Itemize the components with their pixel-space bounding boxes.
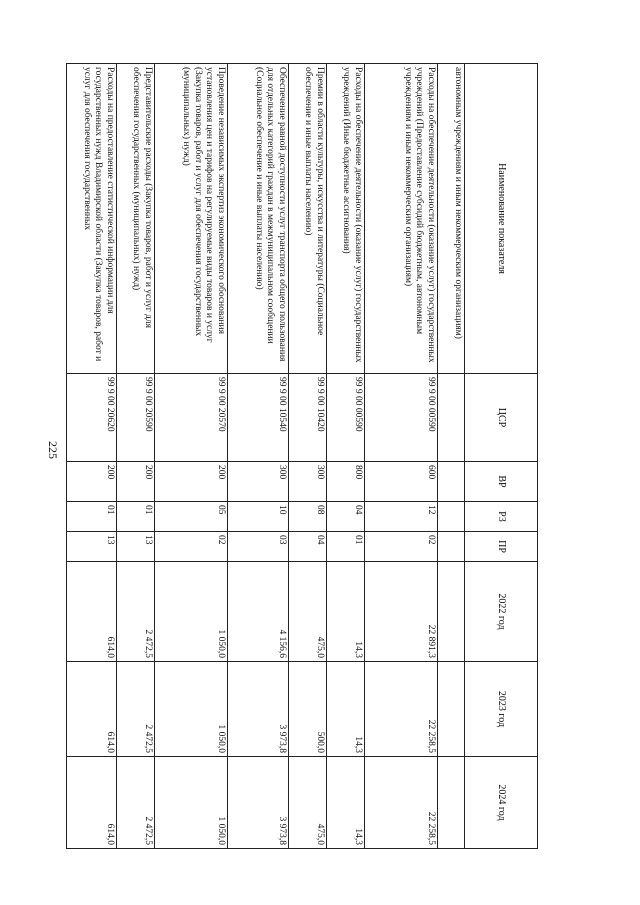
cell-pr: 02: [365, 532, 438, 562]
cell-2022: 475,0: [289, 562, 327, 662]
cell-rz: 12: [365, 502, 438, 532]
cell-pr: 13: [117, 532, 155, 562]
header-rz: РЗ: [465, 502, 538, 532]
cell-name: Расходы на обеспечение деятельности (оказание услуг) государственных учреждений (Предоставление субсидий бюджетным, автономным учреждениям и иным некоммерческим организациям): [365, 64, 438, 374]
cell-2023: 614,0: [67, 662, 117, 757]
cell-csr: [438, 374, 465, 462]
cell-vr: 200: [67, 462, 117, 502]
cell-csr: 99 9 00 00590: [327, 374, 365, 462]
cell-name: Представительские расходы (Закупка товаров, работ и услуг для обеспечения государственных (муниципальных) нужд): [117, 64, 155, 374]
cell-csr: 99 9 00 20570: [155, 374, 228, 462]
cell-2022: 614,0: [67, 562, 117, 662]
cell-rz: 05: [155, 502, 228, 532]
cell-name: Расходы на предоставление статистической информации для государственных нужд Владимирской области (Закупка товаров, работ и услуг для обеспечения государственных: [67, 64, 117, 374]
cell-vr: 800: [327, 462, 365, 502]
table-row: [438, 64, 465, 849]
header-2022: 2022 год: [465, 562, 538, 662]
cell-vr: [438, 462, 465, 502]
cell-rz: 08: [289, 502, 327, 532]
cell-2022: 14,3: [327, 562, 365, 662]
cell-csr: 99 9 00 20620: [67, 374, 117, 462]
table-row: [327, 64, 365, 849]
header-csr: ЦСР: [465, 374, 538, 462]
cell-2024: [438, 757, 465, 849]
header-name: Наименование показателя: [465, 64, 538, 374]
cell-vr: 600: [365, 462, 438, 502]
cell-2023: 2 472,5: [117, 662, 155, 757]
cell-csr: 99 9 00 20590: [117, 374, 155, 462]
cell-2022: 4 156,6: [228, 562, 289, 662]
cell-2022: 1 050,0: [155, 562, 228, 662]
cell-pr: 02: [155, 532, 228, 562]
cell-2023: 14,3: [327, 662, 365, 757]
header-2023: 2023 год: [465, 662, 538, 757]
cell-2023: 500,0: [289, 662, 327, 757]
cell-pr: 04: [289, 532, 327, 562]
table-header-row: [465, 64, 538, 849]
cell-name: Расходы на обеспечение деятельности (оказание услуг) государственных учреждений (Иные бюджетные ассигнования): [327, 64, 365, 374]
cell-2022: 22 891,3: [365, 562, 438, 662]
cell-rz: [438, 502, 465, 532]
cell-2024: 3 973,8: [228, 757, 289, 849]
cell-rz: 10: [228, 502, 289, 532]
cell-pr: [438, 532, 465, 562]
header-vr: ВР: [465, 462, 538, 502]
cell-rz: 04: [327, 502, 365, 532]
cell-2024: 1 050,0: [155, 757, 228, 849]
header-pr: ПР: [465, 532, 538, 562]
cell-name: автономным учреждениям и иным некоммерческим организациям): [438, 64, 465, 374]
cell-vr: 200: [117, 462, 155, 502]
table-row: [67, 64, 117, 849]
cell-name: Проведение независимых экспертиз экономического обоснования установления цен и тарифов на регулируемые виды товаров и услуг (Закупка товаров, работ и услуг для обеспечения государственных (муниципальных) нужд): [155, 64, 228, 374]
cell-2023: 22 258,5: [365, 662, 438, 757]
table-row: [365, 64, 438, 849]
cell-2023: 1 050,0: [155, 662, 228, 757]
cell-rz: 01: [67, 502, 117, 532]
cell-vr: 300: [289, 462, 327, 502]
cell-pr: 01: [327, 532, 365, 562]
cell-csr: 99 9 00 10420: [289, 374, 327, 462]
cell-2024: 475,0: [289, 757, 327, 849]
cell-2024: 22 258,5: [365, 757, 438, 849]
cell-vr: 300: [228, 462, 289, 502]
cell-rz: 01: [117, 502, 155, 532]
cell-csr: 99 9 00 10540: [228, 374, 289, 462]
table-row: [228, 64, 289, 849]
cell-name: Обеспечение равной доступности услуг транспорта общего пользования для отдельных категорий граждан в межмуниципальном сообщении (Социальное обеспечение и иные выплаты населению): [228, 64, 289, 374]
cell-2023: 3 973,8: [228, 662, 289, 757]
cell-pr: 03: [228, 532, 289, 562]
budget-table-container: [75, 63, 538, 848]
cell-csr: 99 9 00 00590: [365, 374, 438, 462]
cell-2022: [438, 562, 465, 662]
cell-2024: 614,0: [67, 757, 117, 849]
cell-2024: 2 472,5: [117, 757, 155, 849]
budget-table: [66, 63, 538, 849]
cell-name: Премии в области культуры, искусства и литературы (Социальное обеспечение и иные выплаты населению): [289, 64, 327, 374]
cell-pr: 13: [67, 532, 117, 562]
cell-vr: 200: [155, 462, 228, 502]
table-row: [289, 64, 327, 849]
cell-2024: 14,3: [327, 757, 365, 849]
cell-2023: [438, 662, 465, 757]
table-row: [155, 64, 228, 849]
cell-2022: 2 472,5: [117, 562, 155, 662]
table-row: [117, 64, 155, 849]
header-2024: 2024 год: [465, 757, 538, 849]
page-number: 225: [46, 441, 60, 459]
